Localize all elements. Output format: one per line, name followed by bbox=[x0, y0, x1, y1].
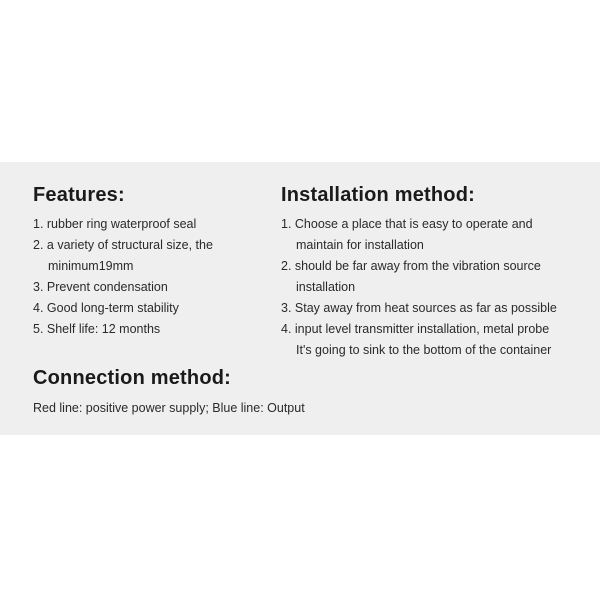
installation-item: 2. should be far away from the vibration source bbox=[281, 259, 541, 273]
installation-heading: Installation method: bbox=[281, 184, 475, 206]
installation-item: 3. Stay away from heat sources as far as possible bbox=[281, 301, 557, 315]
features-item: 2. a variety of structural size, the bbox=[33, 238, 213, 252]
installation-item: 1. Choose a place that is easy to operate and bbox=[281, 217, 533, 231]
installation-item: installation bbox=[296, 280, 356, 294]
features-item: 1. rubber ring waterproof seal bbox=[33, 217, 197, 231]
features-item: 4. Good long-term stability bbox=[33, 301, 179, 315]
features-item: minimum19mm bbox=[48, 259, 134, 273]
spec-panel bbox=[0, 162, 600, 435]
features-item: 3. Prevent condensation bbox=[33, 280, 168, 294]
connection-text: Red line: positive power supply; Blue line: Output bbox=[33, 401, 305, 415]
installation-item: 4. input level transmitter installation, metal probe bbox=[281, 322, 550, 336]
installation-item: maintain for installation bbox=[296, 238, 424, 252]
features-heading: Features: bbox=[33, 184, 125, 206]
installation-item: It's going to sink to the bottom of the container bbox=[296, 343, 552, 357]
connection-heading: Connection method: bbox=[33, 367, 232, 389]
features-item: 5. Shelf life: 12 months bbox=[33, 322, 161, 336]
